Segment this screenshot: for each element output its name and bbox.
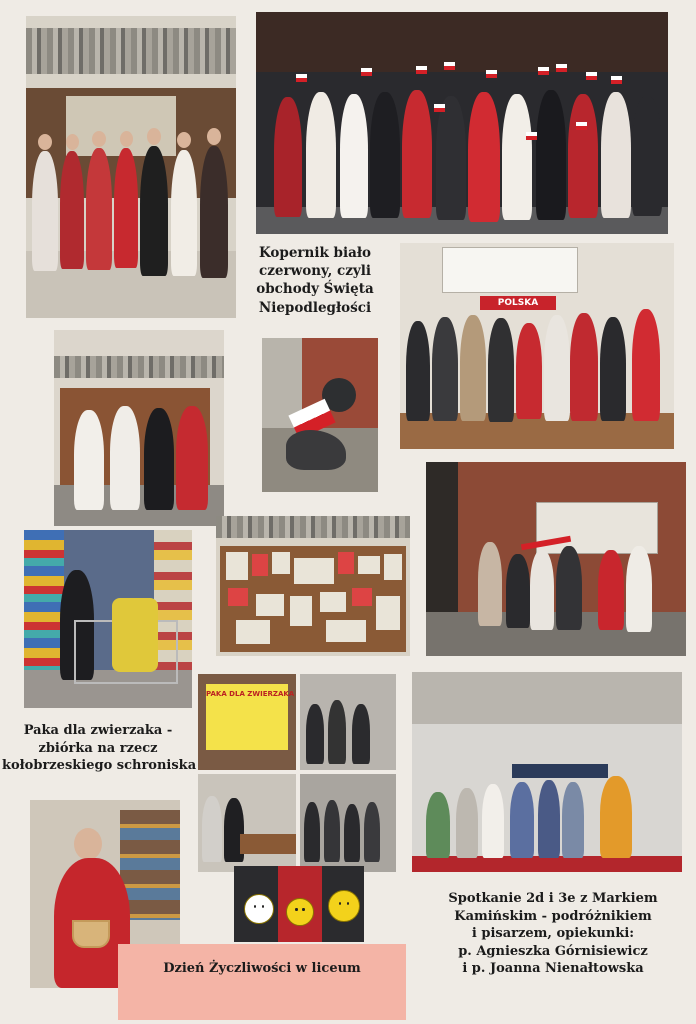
caption-line: Paka dla zwierzaka - (23, 723, 173, 738)
poster-text: PAKA DLA ZWIERZAKA (206, 690, 295, 698)
polska-banner: POLSKA (480, 296, 556, 310)
caption-line: zbiórka na rzecz (38, 740, 158, 756)
caption-line: i p. Joanna Nienałtowska (462, 961, 644, 977)
caption-line: obchody Święta (256, 281, 374, 298)
caption-line: kołobrzeskiego schroniska (2, 758, 197, 774)
photo-group-outdoor (426, 462, 686, 656)
photo-collection-crowd (300, 774, 396, 872)
photo-collection-hall (300, 674, 396, 770)
caption-line: p. Agnieszka Górnisiewicz (458, 943, 648, 959)
caption-kindness-day-box (118, 944, 406, 1020)
caption-independence-day (242, 244, 388, 317)
photo-girls-library (26, 16, 236, 318)
caption-line: czerwony, czyli (259, 263, 371, 280)
smiley-icon (244, 894, 274, 924)
caption-line: Niepodległości (258, 299, 372, 316)
smiley-icon (286, 898, 314, 926)
photo-shopping-cart (24, 530, 192, 708)
photo-group-banner (400, 243, 674, 449)
caption-line: Spotkanie 2d i 3e z Markiem (448, 891, 658, 906)
photo-auditorium-meeting (412, 672, 682, 872)
photo-bulletin-board (216, 516, 410, 656)
photo-group-flags (256, 12, 668, 234)
smiley-icon (328, 890, 360, 922)
caption-shelter-collection (2, 722, 197, 775)
caption-line: i pisarzem, opiekunki: (471, 926, 635, 942)
caption-kindness-day: Dzień Życzliwości w liceum (163, 961, 361, 976)
photo-boys-door (54, 330, 224, 526)
caption-line: Kopernik biało (258, 245, 372, 261)
caption-line: Kamińskim - podróżnikiem (454, 908, 652, 924)
photo-sculpture-flag (262, 338, 378, 492)
photo-collection-poster (198, 674, 296, 770)
photo-collection-table (198, 774, 296, 872)
photo-smiley-badges (234, 866, 364, 942)
caption-author-meeting (432, 890, 674, 978)
